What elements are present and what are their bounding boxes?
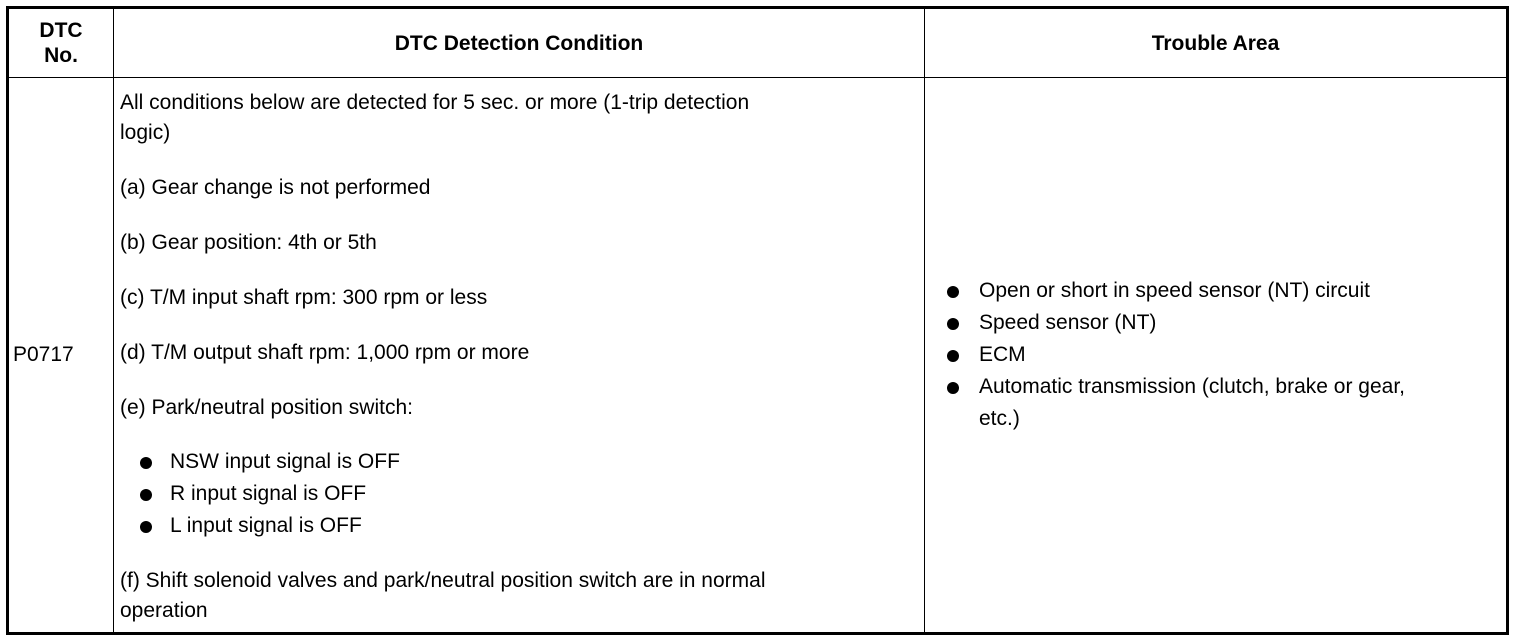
condition-intro-line2: logic) <box>120 121 171 144</box>
condition-f-line1: (f) Shift solenoid valves and park/neutral position switch are in normal <box>120 569 766 592</box>
condition-c: (c) T/M input shaft rpm: 300 rpm or less <box>120 286 488 309</box>
table-header-row <box>8 8 1508 78</box>
list-item-text: L input signal is OFF <box>170 514 362 537</box>
bullet-icon <box>140 457 152 469</box>
table-row <box>8 78 1508 634</box>
condition-e: (e) Park/neutral position switch: <box>120 396 413 419</box>
list-item-text: R input signal is OFF <box>170 482 367 505</box>
list-item-text: Speed sensor (NT) <box>979 311 1157 334</box>
bullet-icon <box>947 286 959 298</box>
dtc-table <box>6 6 1509 635</box>
list-item-text: ECM <box>979 343 1026 366</box>
condition-a: (a) Gear change is not performed <box>120 176 431 199</box>
condition-b: (b) Gear position: 4th or 5th <box>120 231 377 254</box>
bullet-icon <box>947 382 959 394</box>
condition-intro <box>120 88 918 148</box>
header-trouble-area: Trouble Area <box>925 8 1508 78</box>
detection-condition-cell <box>114 78 925 634</box>
list-item <box>947 339 1496 371</box>
list-item <box>140 478 918 510</box>
header-dtc-no-line2: No. <box>44 44 78 67</box>
bullet-icon <box>140 489 152 501</box>
list-item <box>140 446 918 478</box>
header-dtc-no <box>8 8 114 78</box>
bullet-icon <box>947 318 959 330</box>
list-item <box>140 510 918 542</box>
bullet-icon <box>947 350 959 362</box>
dtc-code: P0717 <box>13 343 74 366</box>
list-item-text: Open or short in speed sensor (NT) circuit <box>979 279 1370 302</box>
list-item <box>947 307 1496 339</box>
list-item <box>947 275 1496 307</box>
list-item-text-continued: etc.) <box>979 407 1020 430</box>
list-item-text: NSW input signal is OFF <box>170 450 400 473</box>
bullet-icon <box>140 521 152 533</box>
dtc-code-cell <box>8 78 114 634</box>
condition-f <box>120 566 918 626</box>
header-dtc-no-line1: DTC <box>39 19 83 42</box>
condition-f-line2: operation <box>120 599 208 622</box>
trouble-area-cell <box>925 78 1508 634</box>
trouble-area-list <box>947 275 1496 435</box>
condition-d: (d) T/M output shaft rpm: 1,000 rpm or more <box>120 341 530 364</box>
list-item <box>947 371 1496 435</box>
list-item-text: Automatic transmission (clutch, brake or gear, <box>979 375 1406 398</box>
condition-e-bullet-list <box>140 446 918 542</box>
condition-intro-line1: All conditions below are detected for 5 sec. or more (1-trip detection <box>120 91 750 114</box>
header-detection-condition: DTC Detection Condition <box>114 8 925 78</box>
